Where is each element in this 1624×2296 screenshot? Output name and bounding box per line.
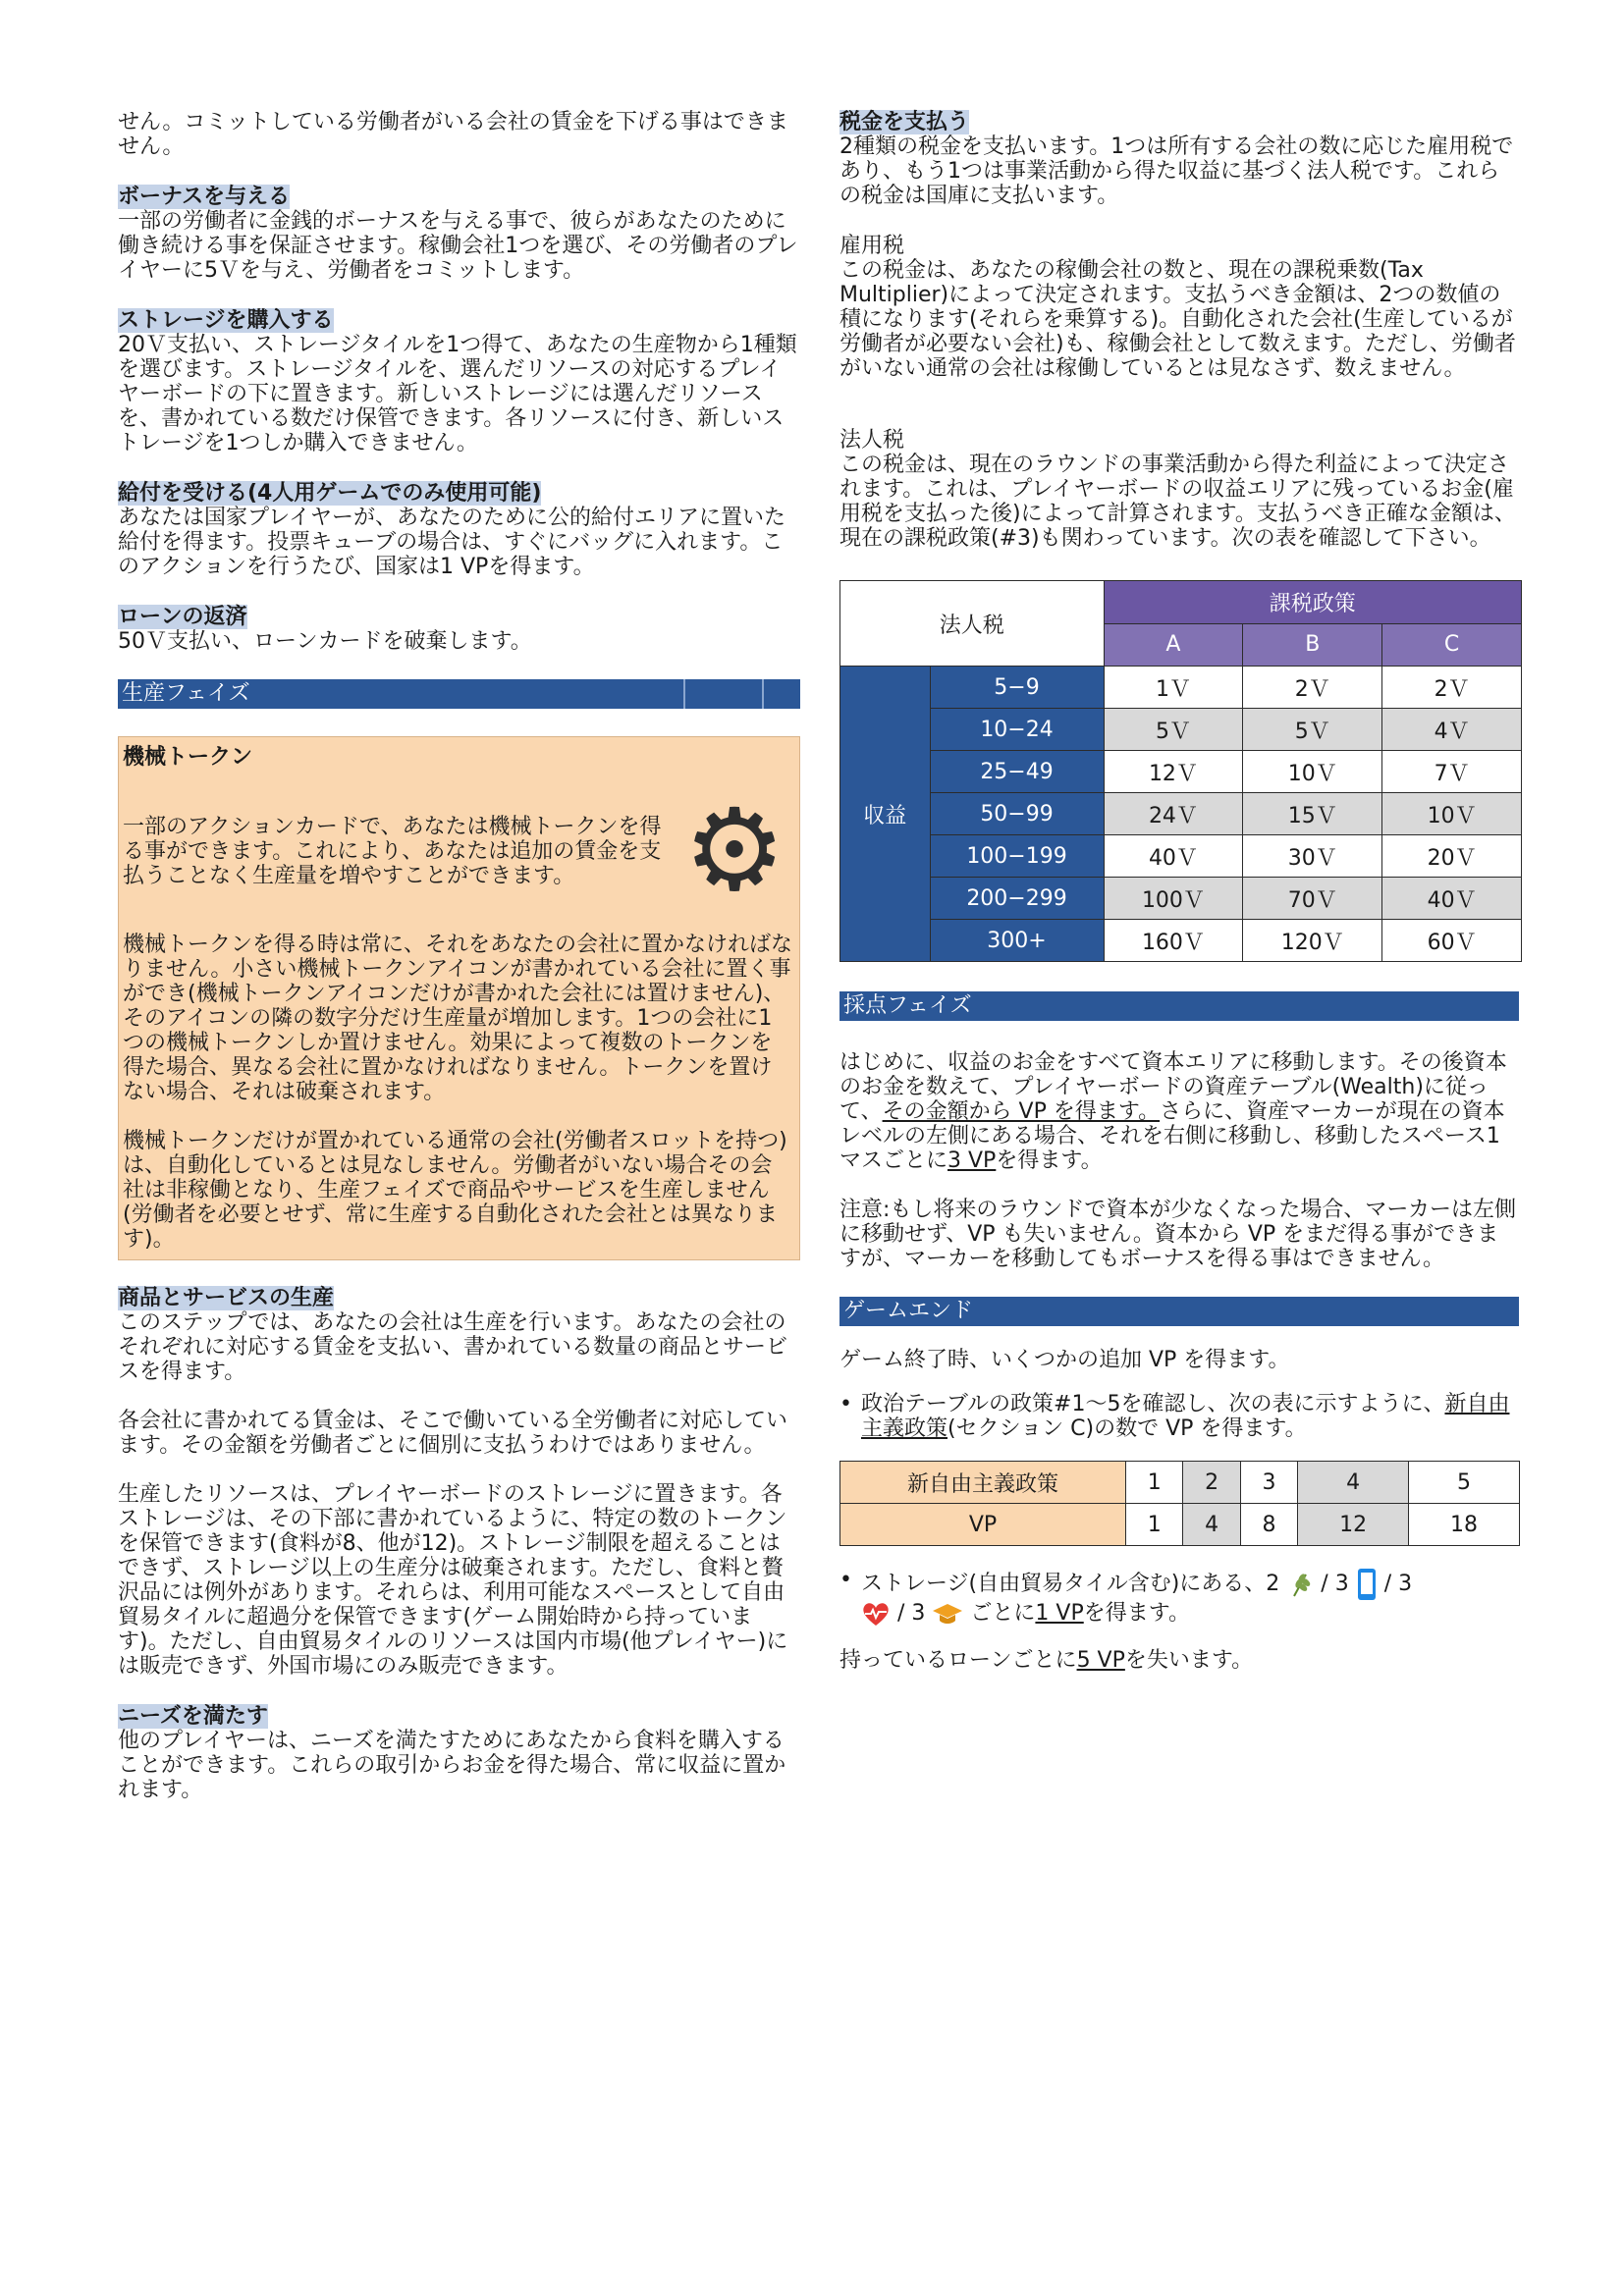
benefit-section <box>118 481 800 579</box>
loan-heading: ローンの返済 <box>118 605 247 629</box>
storage-body: 20Ｖ支払い、ストレージタイルを1つ得て、あなたの生産物から1種類を選びます。ストレージタイルを、選んだリソースの対応するプレイヤーボードの下に置きます。新しいストレージには選んだリソースを、書かれている数だけ保管できます。各リソースに付き、新しいストレージを1つしか購入できません。 <box>118 333 797 455</box>
tax-amount-cell: 30Ｖ <box>1243 835 1382 878</box>
bullet2-underline: 1 VP <box>1035 1601 1084 1626</box>
benefit-heading: 給付を受ける(4人用ゲームでのみ使用可能) <box>118 481 542 506</box>
tax-amount-cell: 70Ｖ <box>1243 878 1382 920</box>
tax-policy-a: A <box>1104 623 1243 667</box>
tax-amount-cell: 60Ｖ <box>1382 920 1522 962</box>
tax-policy-b: B <box>1243 623 1382 667</box>
tax-table-body <box>840 667 1522 962</box>
tax-table-row <box>840 793 1522 835</box>
tax-amount-cell: 160Ｖ <box>1104 920 1243 962</box>
tax-revenue-header: 収益 <box>840 667 931 962</box>
bullet2-sep-3: / 3 <box>897 1601 926 1626</box>
scoring-text-c: を得ます。 <box>996 1148 1103 1173</box>
bonus-heading: ボーナスを与える <box>118 185 291 209</box>
vp-table-vp-cell: 8 <box>1240 1504 1297 1546</box>
tax-amount-cell: 24Ｖ <box>1104 793 1243 835</box>
scoring-text-a: はじめに、収益のお金をすべて資本エリアに移動します。その後資本のお金を数えて、プレイヤーボードの資産テーブル(Wealth)に従って、 <box>839 1050 1507 1124</box>
vp-table-vp-cell: 18 <box>1409 1504 1520 1546</box>
machine-token-text-3: 機械トークンだけが置かれている通常の会社(労働者スロットを持つ)は、自動化しているとは見なしません。労働者がいない場合その会社は非稼働となり、生産フェイズで商品やサービスを生産しません(労働者を必要とせず、常に生産する自動化された会社とは異なります)。 <box>123 1129 787 1252</box>
scoring-body-2: 注意:もし将来のラウンドで資本が少なくなった場合、マーカーは左側に移動せず、VP も失いません。資本から VP をまだ得る事ができますが、マーカーを移動してもボーナスを得る事はできません。 <box>839 1198 1516 1271</box>
neoliberal-vp-table <box>839 1461 1520 1546</box>
bullet2-sep-1: / 3 <box>1321 1572 1349 1596</box>
tax-amount-cell: 2Ｖ <box>1382 667 1522 709</box>
tax-amount-cell: 40Ｖ <box>1382 878 1522 920</box>
scoring-text-underline: その金額から VP を得ます。 <box>882 1099 1161 1124</box>
bullet-dot: • <box>839 1568 852 1592</box>
bullet2-text-b: ごとに <box>970 1601 1036 1626</box>
tax-amount-cell: 40Ｖ <box>1104 835 1243 878</box>
tax-revenue-range: 300+ <box>930 920 1104 962</box>
machine-token-title: 機械トークン <box>123 745 253 770</box>
production-phase-bar <box>118 679 800 709</box>
tax-heading: 税金を支払う <box>839 110 970 134</box>
bullet-storage <box>839 1568 1519 1627</box>
tax-revenue-range: 25−49 <box>930 751 1104 793</box>
tax-table-row <box>840 878 1522 920</box>
corporate-tax-table <box>839 580 1522 962</box>
tax-amount-cell: 10Ｖ <box>1243 751 1382 793</box>
vp-table-label-policy: 新自由主義政策 <box>840 1462 1126 1504</box>
tax-amount-cell: 100Ｖ <box>1104 878 1243 920</box>
scoring-phase-title: 採点フェイズ <box>843 993 972 1018</box>
scoring-body-1 <box>839 1050 1519 1173</box>
goods-body-2: 各会社に書かれてる賃金は、そこで働いている全労働者に対応しています。その金額を労働者ごとに個別に支払うわけではありません。 <box>118 1409 788 1458</box>
scoring-text-b: さらに、資産マーカーが現在の資本レベルの左側にある場合、それを右側に移動し、移動したスペース1マスごとに <box>839 1099 1505 1173</box>
vp-table-vp-cell: 1 <box>1126 1504 1183 1546</box>
storage-section <box>118 308 800 455</box>
goods-body-1: このステップでは、あなたの会社は生産を行います。あなたの会社のそれぞれに対応する賃金を支払い、書かれている数量の商品とサービスを得ます。 <box>118 1310 788 1384</box>
tax-table-row <box>840 667 1522 709</box>
loan-section <box>118 605 800 654</box>
vp-table-count-cell: 3 <box>1240 1462 1297 1504</box>
needs-section <box>118 1704 800 1802</box>
bullet1-underline: 新自由主義政策 <box>861 1392 1510 1441</box>
machine-token-box <box>118 736 800 1260</box>
tax-amount-cell: 4Ｖ <box>1382 709 1522 751</box>
loan-penalty-underline: 5 VP <box>1076 1648 1125 1673</box>
bonus-section <box>118 185 800 283</box>
left-column <box>118 110 800 1828</box>
bar-segment <box>762 679 764 709</box>
wheat-icon <box>1286 1571 1314 1598</box>
vp-table-label-vp: VP <box>840 1504 1126 1546</box>
tax-revenue-range: 5−9 <box>930 667 1104 709</box>
vp-table-count-cell: 5 <box>1409 1462 1520 1504</box>
tax-revenue-range: 200−299 <box>930 878 1104 920</box>
phone-icon <box>1356 1568 1378 1601</box>
scoring-text-underline-2: 3 VP <box>947 1148 997 1173</box>
bonus-body: 一部の労働者に金銭的ボーナスを与える事で、彼らがあなたのために働き続ける事を保証させます。稼働会社1つを選び、その労働者のプレイヤーに5Ｖを与え、労働者をコミットします。 <box>118 209 798 283</box>
tax-amount-cell: 7Ｖ <box>1382 751 1522 793</box>
vp-table-count-cell: 4 <box>1298 1462 1409 1504</box>
corporate-tax-section <box>839 428 1519 551</box>
bullet1-text-b: (セクション C)の数で VP を得ます。 <box>947 1416 1307 1441</box>
goods-heading: 商品とサービスの生産 <box>118 1286 335 1310</box>
tax-revenue-range: 50−99 <box>930 793 1104 835</box>
health-heart-icon <box>861 1601 891 1627</box>
gear-icon: ⚙ <box>683 784 786 917</box>
employment-tax-heading: 雇用税 <box>839 234 905 258</box>
tax-revenue-range: 100−199 <box>930 835 1104 878</box>
loan-penalty-a: 持っているローンごとに <box>839 1648 1077 1673</box>
storage-heading: ストレージを購入する <box>118 308 334 333</box>
vp-table-vp-cell: 12 <box>1298 1504 1409 1546</box>
tax-table-row <box>840 835 1522 878</box>
vp-table-count-cell: 1 <box>1126 1462 1183 1504</box>
needs-body: 他のプレイヤーは、ニーズを満たすためにあなたから食料を購入することができます。これらの取引からお金を得た場合、常に収益に置かれます。 <box>118 1729 786 1802</box>
tax-body: 2種類の税金を支払います。1つは所有する会社の数に応じた雇用税であり、もう1つは事業活動から得た収益に基づく法人税です。これらの税金は国庫に支払います。 <box>839 134 1514 208</box>
bullet2-sep-2: / 3 <box>1383 1572 1413 1596</box>
vp-table-count-cell: 2 <box>1183 1462 1240 1504</box>
corporate-tax-heading: 法人税 <box>839 428 905 453</box>
employment-tax-body: この税金は、あなたの稼働会社の数と、現在の課税乗数(Tax Multiplier)によって決定されます。支払うべき金額は、2つの数値の積になります(それらを乗算する)。自動化された会社(生産しているが労働者が必要ない会社)も、稼働会社として数えます。ただし、労働者がいない通常の会社は稼働しているとは見なさず、数えません。 <box>839 258 1516 381</box>
tax-amount-cell: 1Ｖ <box>1104 667 1243 709</box>
goods-section <box>118 1286 800 1679</box>
loan-penalty-text <box>839 1648 1519 1673</box>
goods-body-3: 生産したリソースは、プレイヤーボードのストレージに置きます。各ストレージは、その下部に書かれているように、特定の数のトークンを保管できます(食料が8、他が12)。ストレージ制限を超えることはできず、ストレージ以上の生産分は破棄されます。ただし、食料と贅沢品には例外があります。それらは、利用可能なスペースとして自由貿易タイルに超過分を保管できます(ゲーム開始時から持っています)。ただし、自由貿易タイルのリソースは国内市場(他プレイヤー)には販売できず、外国市場にのみ販売できます。 <box>118 1482 788 1679</box>
tax-amount-cell: 15Ｖ <box>1243 793 1382 835</box>
tax-section <box>839 110 1519 208</box>
game-end-title: ゲームエンド <box>843 1299 974 1323</box>
corporate-tax-body: この税金は、現在のラウンドの事業活動から得た利益によって決定されます。これは、プレイヤーボードの収益エリアに残っているお金(雇用税を支払った後)によって計算されます。支払うべき正確な金額は、現在の課税政策(#3)も関わっています。次の表を確認して下さい。 <box>839 453 1516 551</box>
benefit-body: あなたは国家プレイヤーが、あなたのために公的給付エリアに置いた給付を得ます。投票キューブの場合は、すぐにバッグに入れます。このアクションを行うたび、国家は1 VPを得ます。 <box>118 506 786 579</box>
tax-table-corner: 法人税 <box>840 581 1105 667</box>
loan-body: 50Ｖ支払い、ローンカードを破棄します。 <box>118 629 532 654</box>
tax-amount-cell: 20Ｖ <box>1382 835 1522 878</box>
bar-segment <box>683 679 685 709</box>
tax-revenue-range: 10−24 <box>930 709 1104 751</box>
loan-penalty-b: を失います。 <box>1124 1648 1254 1673</box>
tax-table-row <box>840 709 1522 751</box>
game-end-intro: ゲーム終了時、いくつかの追加 VP を得ます。 <box>839 1348 1290 1372</box>
intro-text: せん。コミットしている労働者がいる会社の賃金を下げる事はできません。 <box>118 110 788 159</box>
bullet2-text-a: ストレージ(自由貿易タイル含む)にある、2 <box>861 1572 1280 1596</box>
game-end-bar <box>839 1297 1519 1326</box>
tax-policy-c: C <box>1382 623 1522 667</box>
right-column <box>839 110 1519 1673</box>
bullet-dot: • <box>839 1392 852 1416</box>
machine-token-text-2: 機械トークンを得る時は常に、それをあなたの会社に置かなければなりません。小さい機械トークンアイコンが書かれている会社に置く事ができ(機械トークンアイコンだけが書かれた会社には置けません)、そのアイコンの隣の数字分だけ生産量が増加します。1つの会社に1つの機械トークンしか置けません。効果によって複数のトークンを得た場合、異なる会社に置かなければなりません。トークンを置けない場合、それは破棄されます。 <box>123 933 793 1104</box>
production-phase-title: 生産フェイズ <box>122 681 250 706</box>
bullet2-text-c: を得ます。 <box>1083 1601 1190 1626</box>
scoring-section <box>839 1050 1519 1271</box>
tax-amount-cell: 2Ｖ <box>1243 667 1382 709</box>
graduation-cap-icon <box>932 1602 963 1626</box>
tax-table-row <box>840 920 1522 962</box>
tax-amount-cell: 120Ｖ <box>1243 920 1382 962</box>
bullet-neoliberal <box>839 1392 1519 1441</box>
scoring-phase-bar <box>839 991 1519 1021</box>
tax-amount-cell: 12Ｖ <box>1104 751 1243 793</box>
tax-amount-cell: 5Ｖ <box>1243 709 1382 751</box>
tax-amount-cell: 5Ｖ <box>1104 709 1243 751</box>
machine-token-text-1: 一部のアクションカードで、あなたは機械トークンを得る事ができます。これにより、あなたは追加の賃金を支払うことなく生産量を増やすことができます。 <box>123 814 662 888</box>
tax-policy-header: 課税政策 <box>1104 581 1521 624</box>
vp-table-vp-cell: 4 <box>1183 1504 1240 1546</box>
tax-table-row <box>840 751 1522 793</box>
tax-amount-cell: 10Ｖ <box>1382 793 1522 835</box>
needs-heading: ニーズを満たす <box>118 1704 268 1729</box>
bullet1-text-a: 政治テーブルの政策#1〜5を確認し、次の表に示すように、 <box>861 1392 1445 1416</box>
employment-tax-section <box>839 234 1519 381</box>
